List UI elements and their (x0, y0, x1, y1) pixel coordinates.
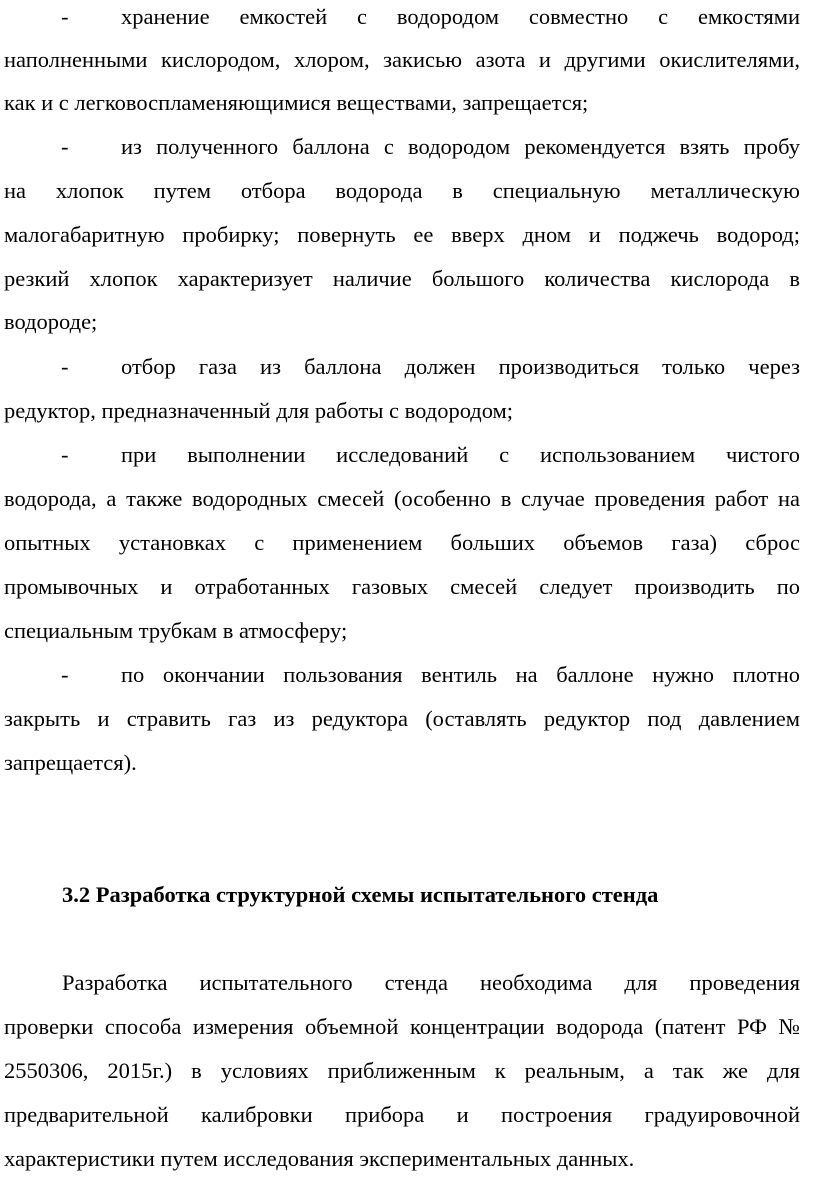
text-line: как и с легковоспламеняющимися веществами, запрещается; (4, 90, 589, 115)
text-line: характеристики путем исследования экспериментальных данных. (4, 1146, 635, 1171)
list-dash: - (61, 4, 69, 29)
text-line: водороде; (4, 309, 98, 334)
paragraph-first-line: Разработка испытательного стенда необходима для проведения (62, 970, 800, 995)
list-item-first-line: по окончании пользования вентиль на баллоне нужно плотно (121, 662, 800, 687)
text-line: опытных установках с применением больших объемов газа) сброс (4, 530, 800, 555)
text-line: предварительной калибровки прибора и построения градуировочной (4, 1102, 800, 1127)
text-line: водорода, а также водородных смесей (особенно в случае проведения работ на (4, 486, 800, 511)
text-line: на хлопок путем отбора водорода в специальную металлическую (4, 178, 800, 203)
text-line: закрыть и стравить газ из редуктора (оставлять редуктор под давлением (4, 706, 800, 731)
list-dash: - (61, 354, 69, 379)
section-heading: 3.2 Разработка структурной схемы испытательного стенда (62, 882, 659, 907)
list-item-first-line: при выполнении исследований с использованием чистого (121, 442, 800, 467)
list-item-first-line: из полученного баллона с водородом рекомендуется взять пробу (121, 134, 800, 159)
list-dash: - (61, 134, 69, 159)
text-line: проверки способа измерения объемной концентрации водорода (патент РФ № (4, 1014, 800, 1039)
text-line: малогабаритную пробирку; повернуть ее вверх дном и поджечь водород; (4, 222, 800, 247)
list-dash: - (61, 442, 69, 467)
list-item-first-line: хранение емкостей с водородом совместно с емкостями (121, 4, 800, 29)
text-line: специальным трубкам в атмосферу; (4, 618, 348, 643)
list-item-first-line: отбор газа из баллона должен производиться только через (121, 354, 800, 379)
text-line: резкий хлопок характеризует наличие большого количества кислорода в (4, 266, 800, 291)
text-line: наполненными кислородом, хлором, закисью азота и другими окислителями, (4, 47, 800, 72)
text-line: редуктор, предназначенный для работы с водородом; (4, 398, 514, 423)
text-line: промывочных и отработанных газовых смесей следует производить по (4, 574, 800, 599)
list-dash: - (61, 662, 69, 687)
text-line: запрещается). (4, 750, 137, 775)
text-line: 2550306, 2015г.) в условиях приближенным к реальным, а так же для (4, 1058, 800, 1083)
